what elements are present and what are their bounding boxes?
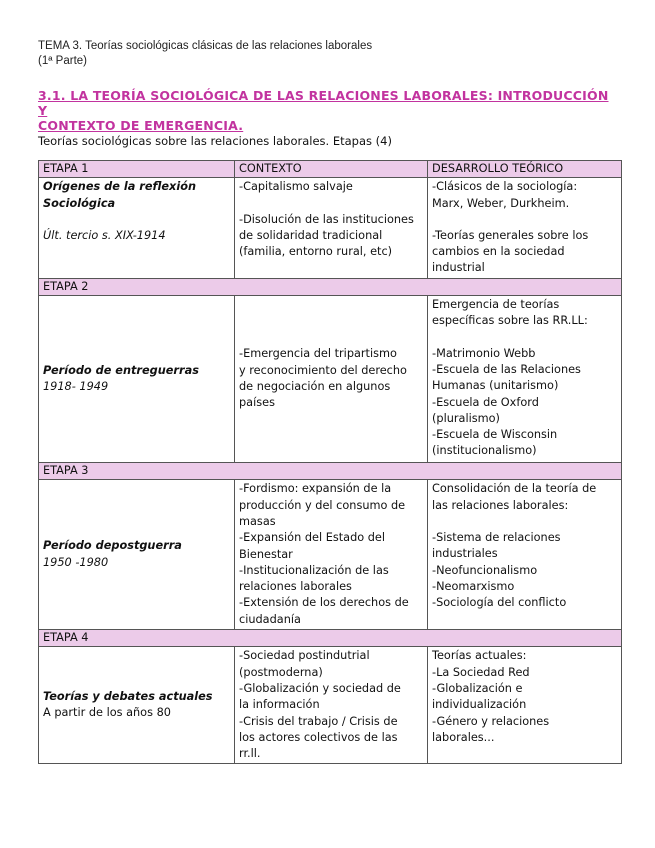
theory-line: -Sociología del conflicto xyxy=(432,596,567,610)
theory-line: específicas sobre las RR.LL: xyxy=(432,314,588,328)
context-cell xyxy=(235,480,428,630)
context-line: producción y del consumo de xyxy=(239,498,406,512)
theory-line: -La Sociedad Red xyxy=(432,665,530,679)
theory-cell xyxy=(428,178,622,278)
section-title xyxy=(38,88,620,133)
context-line: rr.ll. xyxy=(239,747,261,761)
table-row xyxy=(39,178,622,278)
theory-line: -Clásicos de la sociología: xyxy=(432,180,578,194)
context-line: de solidaridad tradicional xyxy=(239,228,383,242)
theory-line: -Escuela de Wisconsin xyxy=(432,428,558,442)
document-page xyxy=(38,39,620,764)
header-part: (1ª Parte) xyxy=(38,55,87,67)
theory-line: -Neomarxismo xyxy=(432,579,515,593)
theory-line: -Teorías generales sobre los xyxy=(432,228,589,242)
stage-cell xyxy=(39,647,235,764)
stage-2-label: ETAPA 2 xyxy=(39,278,622,295)
table-header-row xyxy=(39,161,622,178)
context-line: países xyxy=(239,396,275,410)
stages-table xyxy=(38,160,622,764)
header-title: TEMA 3. Teorías sociológicas clásicas de las relaciones laborales xyxy=(38,40,373,52)
stage-4-label: ETAPA 4 xyxy=(39,630,622,647)
context-line: los actores colectivos de las xyxy=(239,730,398,744)
header-stage-1: ETAPA 1 xyxy=(39,161,235,178)
theory-line: -Escuela de las Relaciones xyxy=(432,362,581,376)
section-subtitle: Teorías sociológicas sobre las relaciones laborales. Etapas (4) xyxy=(38,134,392,148)
context-line: la información xyxy=(239,698,320,712)
stage-cell xyxy=(39,480,235,630)
theory-line: laborales... xyxy=(432,730,495,744)
context-line: -Expansión del Estado del xyxy=(239,531,385,545)
context-line: -Emergencia del tripartismo xyxy=(239,347,397,361)
theory-line: -Globalización e xyxy=(432,681,523,695)
theory-line: -Sistema de relaciones xyxy=(432,530,561,544)
stage-name: Período de entreguerras xyxy=(43,363,199,377)
theory-line: -Género y relaciones xyxy=(432,714,550,728)
header-context: CONTEXTO xyxy=(235,161,428,178)
theory-line: (pluralismo) xyxy=(432,411,500,425)
stage-label-row xyxy=(39,630,622,647)
stage-label-row xyxy=(39,278,622,295)
stage-years: Últ. tercio s. XIX-1914 xyxy=(43,228,166,242)
table-row xyxy=(39,296,622,463)
context-line: -Sociedad postindutrial xyxy=(239,649,370,663)
context-line: ciudadanía xyxy=(239,612,301,626)
theory-line: industriales xyxy=(432,547,498,561)
stage-years: 1950 -1980 xyxy=(43,555,109,569)
theory-line: las relaciones laborales: xyxy=(432,498,569,512)
context-line: masas xyxy=(239,514,276,528)
theory-line: Marx, Weber, Durkheim. xyxy=(432,196,570,210)
context-cell xyxy=(235,296,428,463)
theory-cell xyxy=(428,647,622,764)
context-line: (familia, entorno rural, etc) xyxy=(239,245,393,259)
context-line: -Disolución de las instituciones xyxy=(239,212,414,226)
context-line: -Capitalismo salvaje xyxy=(239,180,353,194)
context-line: relaciones laborales xyxy=(239,580,352,594)
theory-line: Consolidación de la teoría de xyxy=(432,482,597,496)
stage-cell xyxy=(39,296,235,463)
stage-cell xyxy=(39,178,235,278)
context-line: -Crisis del trabajo / Crisis de xyxy=(239,714,398,728)
stage-name: Período depostguerra xyxy=(43,539,182,553)
stage-name-cont: Sociológica xyxy=(43,196,116,210)
stage-label-row xyxy=(39,463,622,480)
section-title-line1: 3.1. LA TEORÍA SOCIOLÓGICA DE LAS RELACIONES LABORALES: INTRODUCCIÓN Y xyxy=(38,88,609,118)
context-cell xyxy=(235,178,428,278)
theory-line: (institucionalismo) xyxy=(432,444,537,458)
context-line: (postmoderna) xyxy=(239,665,323,679)
theory-line: Emergencia de teorías xyxy=(432,298,560,312)
document-header xyxy=(38,39,620,69)
context-line: -Globalización y sociedad de xyxy=(239,681,401,695)
theory-cell xyxy=(428,296,622,463)
theory-line: individualización xyxy=(432,698,527,712)
table-row xyxy=(39,647,622,764)
context-line: -Fordismo: expansión de la xyxy=(239,482,392,496)
context-line: y reconocimiento del derecho xyxy=(239,363,407,377)
stage-3-label: ETAPA 3 xyxy=(39,463,622,480)
stage-name: Orígenes de la reflexión xyxy=(43,180,197,194)
header-theory: DESARROLLO TEÓRICO xyxy=(428,161,622,178)
theory-line: Humanas (unitarismo) xyxy=(432,379,559,393)
section-title-line2: CONTEXTO DE EMERGENCIA. xyxy=(38,118,244,133)
table-row xyxy=(39,480,622,630)
theory-line: Teorías actuales: xyxy=(432,649,527,663)
stage-years: 1918- 1949 xyxy=(43,380,109,394)
theory-line: -Neofuncionalismo xyxy=(432,563,538,577)
context-line: -Institucionalización de las xyxy=(239,563,389,577)
theory-line: -Escuela de Oxford xyxy=(432,395,539,409)
theory-cell xyxy=(428,480,622,630)
context-line: Bienestar xyxy=(239,547,293,561)
context-line: de negociación en algunos xyxy=(239,380,391,394)
context-cell xyxy=(235,647,428,764)
context-line: -Extensión de los derechos de xyxy=(239,596,409,610)
stage-years: A partir de los años 80 xyxy=(43,706,171,720)
stage-name: Teorías y debates actuales xyxy=(43,690,213,704)
theory-line: industrial xyxy=(432,261,485,275)
theory-line: -Matrimonio Webb xyxy=(432,346,536,360)
theory-line: cambios en la sociedad xyxy=(432,245,565,259)
